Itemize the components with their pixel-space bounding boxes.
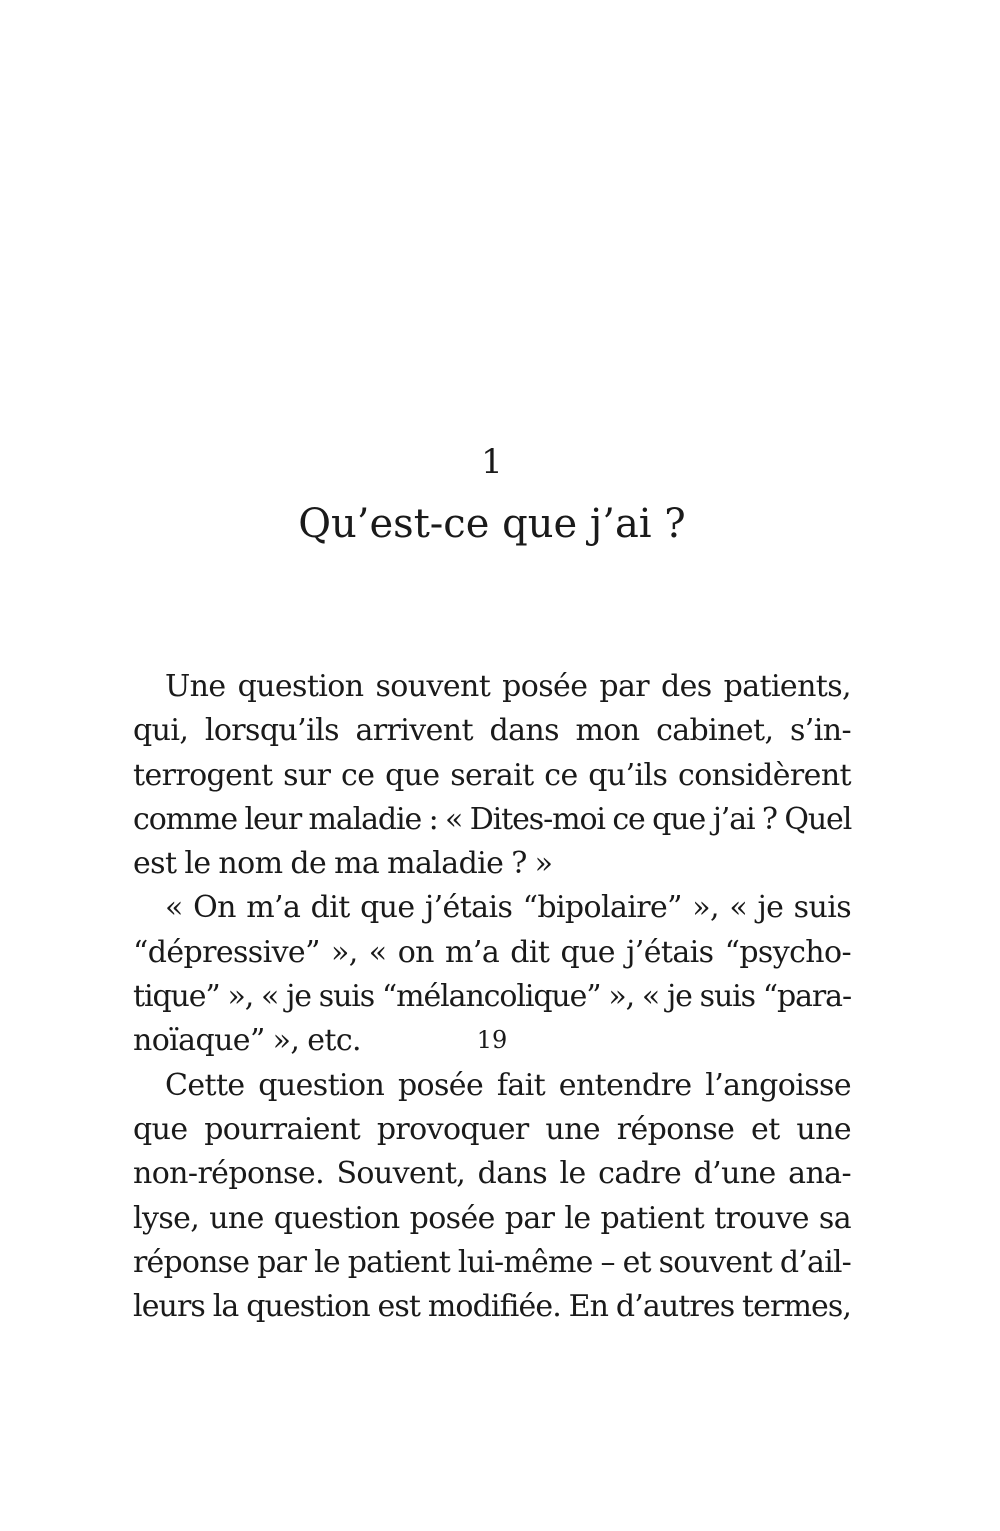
paragraph-1 [133, 665, 851, 886]
text-line: comme leur maladie : « Dites-moi ce que j’ai ? Quel [133, 801, 852, 837]
text-line: que pourraient provoquer une réponse et une [133, 1111, 851, 1147]
text-line: lyse, une question posée par le patient trouve sa [133, 1200, 851, 1236]
text-line: est le nom de ma maladie ? » [133, 846, 553, 882]
chapter-title: Qu’est-ce que j’ai ? [298, 501, 686, 547]
paragraph-3 [133, 1064, 851, 1330]
text-line: noïaque” », etc. [133, 1023, 361, 1059]
chapter-number: 1 [481, 442, 503, 482]
text-line: Une question souvent posée par des patients, [165, 669, 851, 704]
text-line: leurs la question est modifiée. En d’autres termes, [133, 1289, 851, 1325]
text-line: « On m’a dit que j’étais “bipolaire” », « je suis [165, 890, 851, 926]
text-line: Cette question posée fait entendre l’angoisse [165, 1067, 851, 1103]
text-line: tique” », « je suis “mélancolique” », « je suis “para- [133, 979, 851, 1015]
text-line: terrogent sur ce que serait ce qu’ils considèrent [133, 757, 851, 793]
text-line: réponse par le patient lui-même – et souvent d’ail- [133, 1244, 851, 1280]
body-text [133, 665, 851, 1329]
text-line: qui, lorsqu’ils arrivent dans mon cabinet, s’in- [133, 713, 851, 749]
text-line: “dépressive” », « on m’a dit que j’étais “psycho- [133, 934, 851, 970]
text-line: non-réponse. Souvent, dans le cadre d’une ana- [133, 1156, 851, 1192]
page-number: 19 [476, 1026, 508, 1054]
